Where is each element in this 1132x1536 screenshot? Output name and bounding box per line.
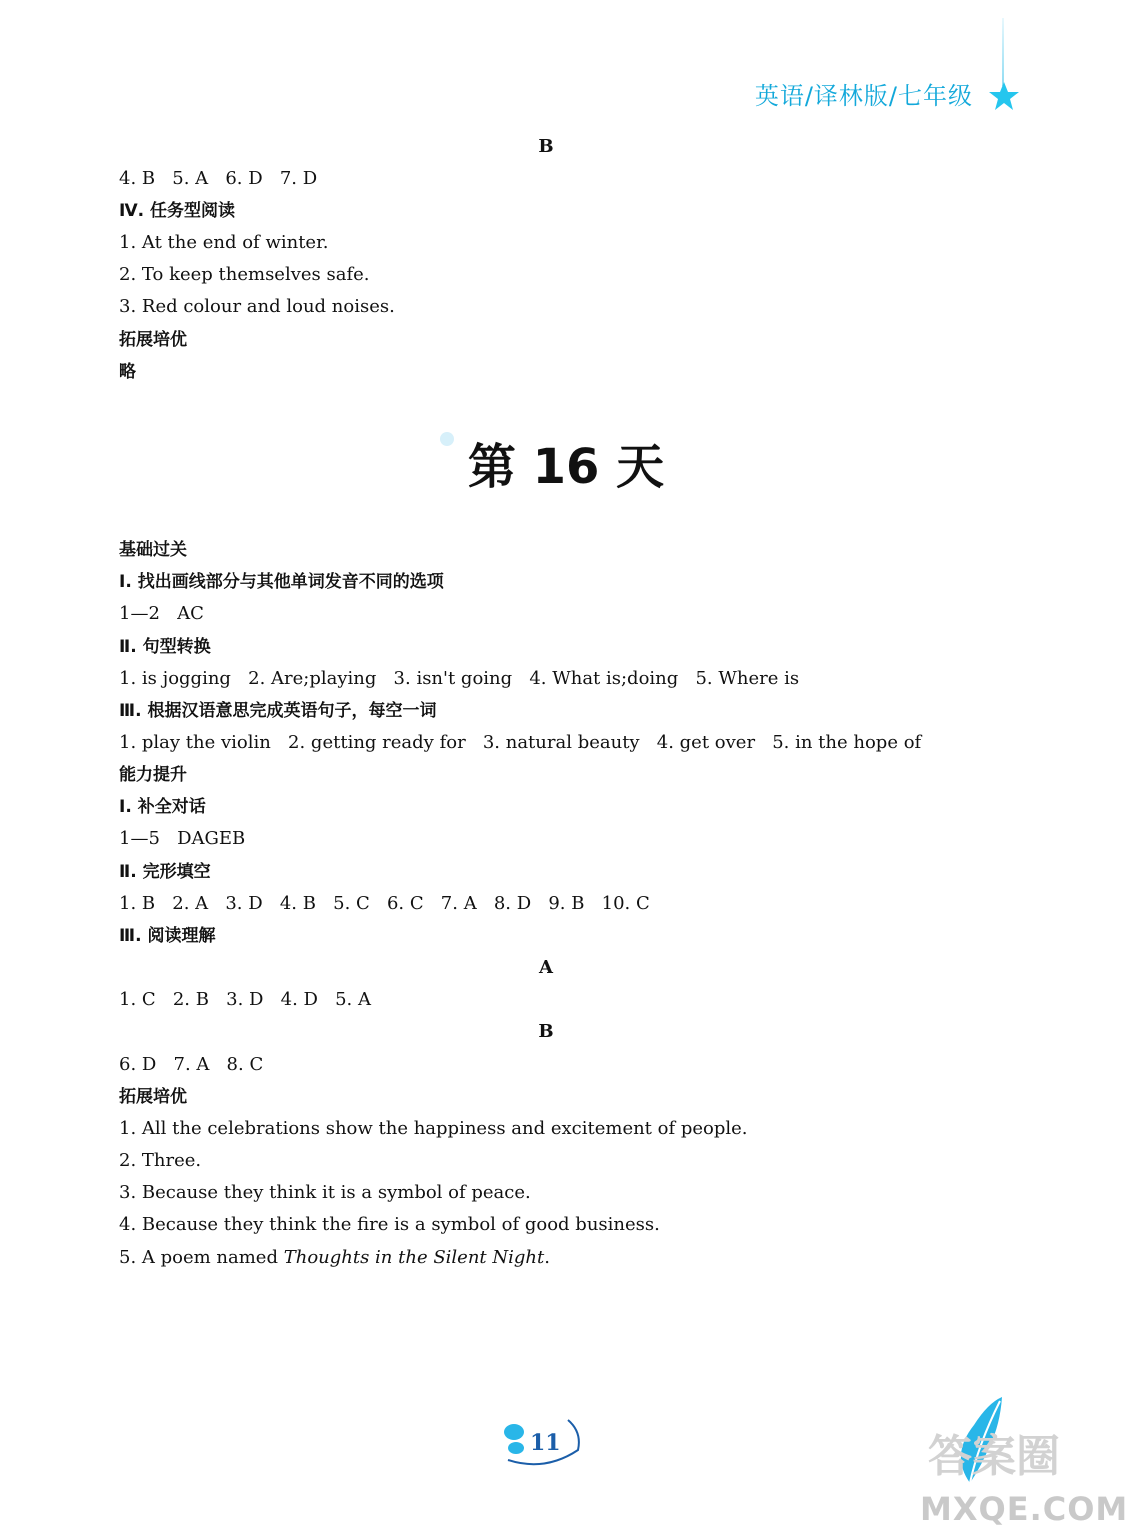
extension-answer: 略 (119, 362, 136, 382)
subsection-title: Ⅱ. 完形填空 (119, 862, 211, 882)
answer-line: 1. play the violin 2. getting ready for 3. natural beauty 4. get over 5. in the hope of (119, 732, 922, 753)
section-title: 拓展培优 (119, 1087, 187, 1107)
subsection-b-label: B (538, 1021, 554, 1042)
watermark-cn: 答案圈 (928, 1431, 1060, 1482)
subsection-b-label: B (538, 136, 554, 157)
section-4-title: Ⅳ. 任务型阅读 (119, 201, 236, 221)
answers-b: 4. B 5. A 6. D 7. D (119, 168, 318, 189)
subsection-title: Ⅱ. 句型转换 (119, 637, 211, 657)
answer-line: 1. B 2. A 3. D 4. B 5. C 6. C 7. A 8. D 9. B 10. C (119, 893, 650, 914)
star-icon (988, 80, 1020, 112)
answer-line: 1—2 AC (119, 603, 204, 624)
answer-line: 2. Three. (119, 1150, 202, 1171)
watermark-en: MXQE.COM (920, 1490, 1129, 1528)
answer-line: 6. D 7. A 8. C (119, 1054, 264, 1075)
day-title: 第 16 天 (467, 439, 665, 495)
answer-line: 3. Red colour and loud noises. (119, 296, 395, 317)
answer-line: 1. C 2. B 3. D 4. D 5. A (119, 989, 371, 1010)
answer-line: 2. To keep themselves safe. (119, 264, 370, 285)
answer-prefix: 5. A poem named (119, 1247, 284, 1268)
answer-line (119, 1247, 550, 1269)
section-title: 能力提升 (119, 765, 187, 785)
subsection-title: Ⅲ. 根据汉语意思完成英语句子，每空一词 (119, 701, 437, 721)
subsection-a-label: A (539, 957, 553, 978)
subsection-title: Ⅰ. 找出画线部分与其他单词发音不同的选项 (119, 572, 444, 592)
section-title: 基础过关 (119, 540, 187, 560)
page-number: 11 (530, 1430, 561, 1456)
answer-line: 1—5 DAGEB (119, 828, 246, 849)
answer-line: 1. At the end of winter. (119, 232, 329, 253)
page-header-title: 英语/译林版/七年级 (754, 82, 973, 110)
answer-line: 1. is jogging 2. Are;playing 3. isn't going 4. What is;doing 5. Where is (119, 668, 800, 689)
poem-title: Thoughts in the Silent Night (283, 1247, 545, 1268)
answer-line: 4. Because they think the fire is a symbol of good business. (119, 1214, 660, 1235)
header-decor-line (1002, 18, 1004, 86)
answer-line: 3. Because they think it is a symbol of peace. (119, 1182, 531, 1203)
answer-suffix: . (544, 1247, 550, 1268)
answer-line: 1. All the celebrations show the happiness and excitement of people. (119, 1118, 748, 1139)
extension-title: 拓展培优 (119, 330, 187, 350)
subsection-title: Ⅰ. 补全对话 (119, 797, 206, 817)
subsection-title: Ⅲ. 阅读理解 (119, 926, 216, 946)
